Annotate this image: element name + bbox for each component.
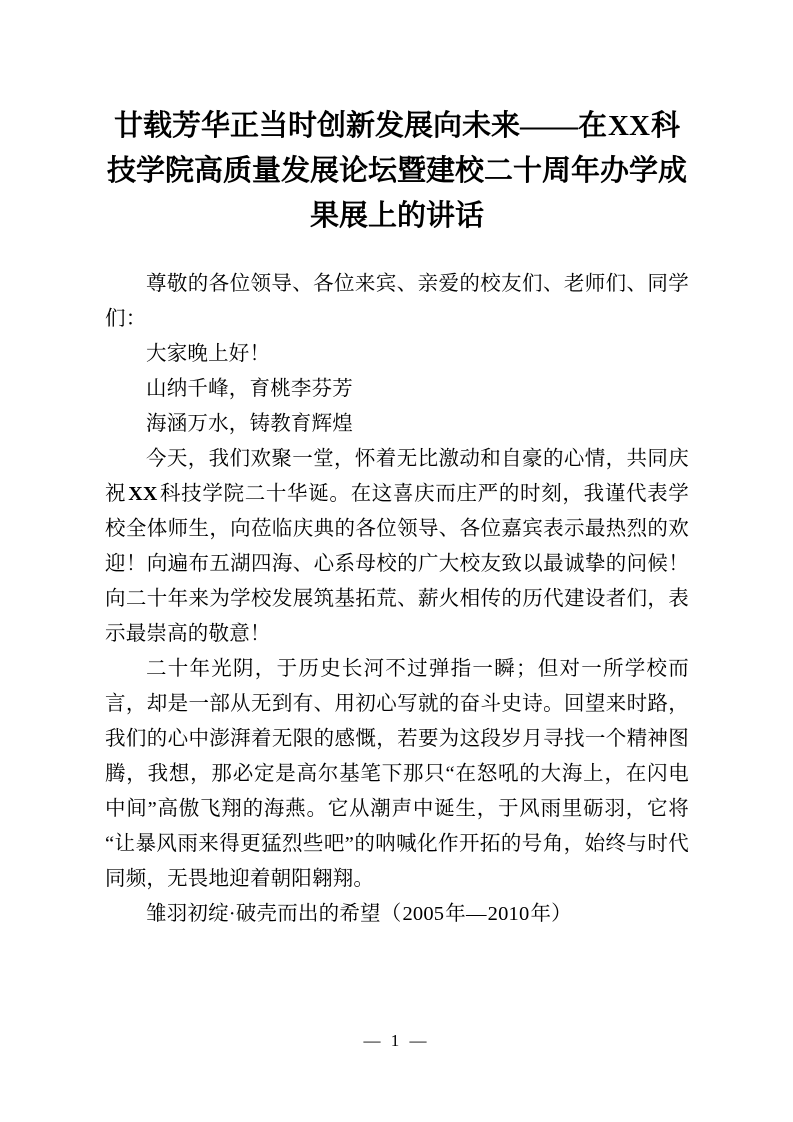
paragraph-twenty-years <box>105 652 689 897</box>
paragraph-text: 大家晚上好！ <box>146 343 271 365</box>
section-year-start: 2005 <box>402 903 445 925</box>
page-title <box>105 0 689 239</box>
paragraph-text: 二十年光阴，于历史长河不过弹指一瞬；但对一所学校而言，却是一部从无到有、用初心写就的奋斗史诗。回望来时路，我们的心中澎湃着无限的感慨，若要为这段岁月寻找一个精神图腾，我想，那必定是高尔基笔下那只“在怒吼的大海上，在闪电中间”高傲飞翔的海燕。它从潮声中诞生，于风雨里砺羽，它将“让暴风雨来得更猛烈些吧”的呐喊化作开拓的号角，始终与时代同频，无畏地迎着朝阳翱翔。 <box>105 658 689 890</box>
page-content <box>105 0 689 932</box>
organization-name-abbrev: XX <box>128 483 158 505</box>
paragraph-salutation <box>105 267 689 337</box>
paragraph-couplet-line-1 <box>105 372 689 407</box>
paragraph-text-part: 科技学院二十华诞。在这喜庆而庄严的时刻，我谨代表学校全体师生，向莅临庆典的各位领导、各位嘉宾表示最热烈的欢迎！向遍布五湖四海、心系母校的广大校友致以最诚挚的问候！向二十年来为学校发展筑基拓荒、薪火相传的历代建设者们，表示最崇高的敬意！ <box>105 483 690 645</box>
page-footer <box>0 1030 793 1052</box>
section-heading-text: 年— <box>445 903 487 925</box>
title-text-part: 科技学院高质量发展论坛暨建校二十周年办学成果展上的讲话 <box>106 110 687 232</box>
paragraph-text: 海涵万水，铸教育辉煌 <box>146 413 353 435</box>
paragraph-welcome <box>105 442 689 652</box>
section-year-end: 2010 <box>487 903 530 925</box>
paragraph-couplet-line-2 <box>105 407 689 442</box>
document-body <box>105 267 689 932</box>
paragraph-text: 尊敬的各位领导、各位来宾、亲爱的校友们、老师们、同学们： <box>105 273 689 330</box>
title-text-part: 廿载芳华正当时创新发展向未来——在 <box>114 110 608 142</box>
section-heading-text: 年） <box>530 903 572 925</box>
paragraph-text: 山纳千峰，育桃李芬芳 <box>146 378 353 400</box>
title-organization-abbrev: XX <box>608 110 650 142</box>
section-heading-text: 雏羽初绽·破壳而出的希望（ <box>146 903 402 925</box>
section-heading-one <box>105 897 689 932</box>
page-number: — 1 — <box>363 1031 430 1050</box>
paragraph-greeting <box>105 337 689 372</box>
paragraph-text-part: 今天，我们欢聚一堂，怀着无比激动和自豪的心情，共同庆祝 <box>105 448 689 505</box>
